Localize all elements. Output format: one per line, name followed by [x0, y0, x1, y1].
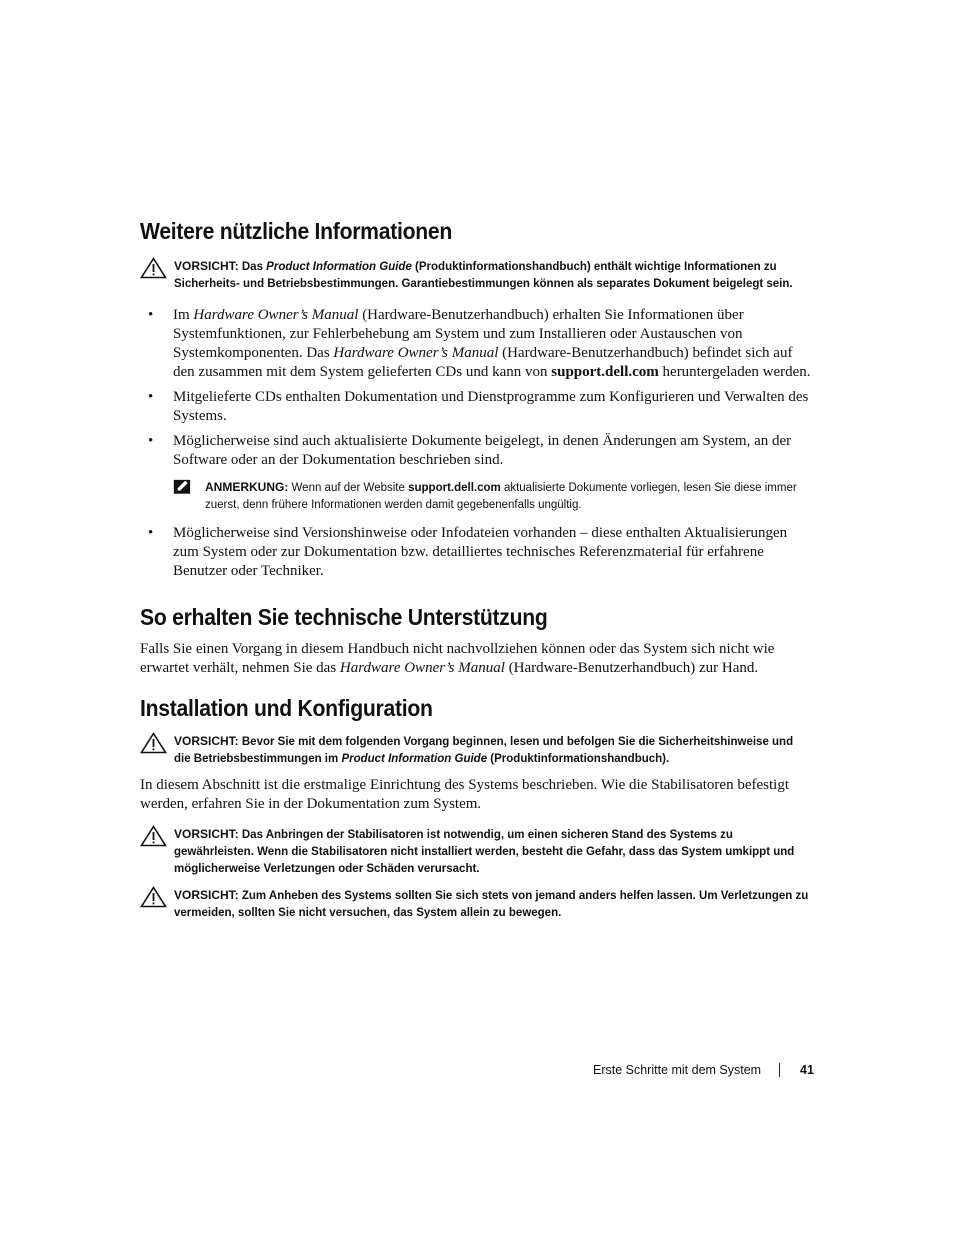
- caution-text-post: (Produktinformationshandbuch) enthält wichtige Informationen zu Sicherheits- und Betriebsbestimmungen. Garantiebestimmungen können als separates Dokument beigelegt sein.: [174, 261, 793, 290]
- footer-separator: [779, 1063, 780, 1077]
- list-item: [140, 524, 812, 581]
- section-title-weitere-informationen: Weitere nützliche Informationen: [140, 218, 453, 244]
- list-item: [140, 388, 812, 426]
- note-label: ANMERKUNG:: [205, 480, 289, 494]
- text: Mitgelieferte CDs enthalten Dokumentation und Dienstprogramme zum Konfigurieren und Verwalten des Systems.: [173, 389, 809, 424]
- page-footer: [593, 1061, 813, 1079]
- support-link: support.dell.com: [408, 482, 501, 494]
- info-list-continued: [140, 524, 812, 581]
- bullet: •: [148, 433, 154, 449]
- bullet: •: [148, 525, 154, 541]
- warning-triangle-icon: [140, 257, 167, 279]
- text: (Hardware-Benutzerhandbuch) zur Hand.: [504, 660, 759, 676]
- support-link: support.dell.com: [551, 364, 659, 380]
- caution-label: VORSICHT:: [174, 734, 239, 748]
- footer-chapter-title: Erste Schritte mit dem System: [593, 1063, 762, 1077]
- caution-text: Zum Anheben des Systems sollten Sie sich stets von jemand anders helfen lassen. Um Verletzungen zu vermeiden, sollten Sie nicht versuchen, das System allein zu bewegen.: [174, 890, 809, 919]
- pencil-note-icon: [173, 479, 195, 497]
- note-text-post: aktualisierte Dokumente vorliegen, lesen Sie diese immer zuerst, denn frühere Informationen werden damit gegebenenfalls ungültig.: [205, 482, 797, 511]
- list-item: [140, 306, 812, 382]
- manual-title: Hardware Owner’s Manual: [333, 345, 499, 361]
- caution-text-pre: Bevor Sie mit dem folgenden Vorgang beginnen, lesen und befolgen Sie die Sicherheitshinweise und die Betriebsbestimmungen im: [174, 736, 794, 765]
- text: Falls Sie einen Vorgang in diesem Handbuch nicht nachvollziehen können oder das System sich nicht wie erwartet verhält, nehmen Sie das: [140, 641, 775, 676]
- info-list: [140, 306, 812, 470]
- caution-notice: [140, 887, 812, 922]
- text: (Hardware-Benutzerhandbuch) erhalten Sie Informationen über Systemfunktionen, zur Fehlerbehebung am System und zum Installieren oder Austauschen von Systemkomponenten. Das: [173, 307, 744, 361]
- bullet: •: [148, 389, 154, 405]
- warning-triangle-icon: [140, 886, 167, 908]
- list-item: [140, 432, 812, 470]
- text: Möglicherweise sind Versionshinweise oder Infodateien vorhanden – diese enthalten Aktualisierungen zum System oder zur Dokumentation bzw. detailliertes technisches Referenzmaterial für erfahrene Benutzer oder Techniker.: [173, 525, 788, 579]
- manual-title: Hardware Owner’s Manual: [193, 307, 359, 323]
- section-title-technische-unterstuetzung: So erhalten Sie technische Unterstützung: [140, 604, 548, 630]
- page-number: 41: [800, 1063, 814, 1077]
- section-title-installation: Installation und Konfiguration: [140, 695, 433, 721]
- support-paragraph: [140, 640, 812, 678]
- caution-label: VORSICHT:: [174, 888, 239, 902]
- text: Im: [173, 307, 194, 323]
- caution-notice: [140, 826, 812, 878]
- caution-notice: [140, 733, 812, 768]
- caution-text: Das Anbringen der Stabilisatoren ist notwendig, um einen sicheren Stand des Systems zu gewährleisten. Wenn die Stabilisatoren nicht installiert werden, besteht die Gefahr, dass das System umkippt und möglicherweise Verletzungen oder Schäden verursacht.: [174, 829, 795, 875]
- text: Möglicherweise sind auch aktualisierte Dokumente beigelegt, in denen Änderungen am System, an der Software oder an der Dokumentation beschrieben sind.: [173, 433, 792, 468]
- warning-triangle-icon: [140, 732, 167, 754]
- page-content: [140, 217, 812, 922]
- installation-paragraph: In diesem Abschnitt ist die erstmalige Einrichtung des Systems beschrieben. Wie die Stabilisatoren befestigt werden, erfahren Sie in der Dokumentation zum System.: [140, 777, 789, 812]
- product-info-guide-title: Product Information Guide: [266, 261, 412, 273]
- product-info-guide-title: Product Information Guide: [341, 753, 488, 765]
- caution-label: VORSICHT:: [174, 259, 239, 273]
- text: (Hardware-Benutzerhandbuch) befindet sich auf den zusammen mit dem System gelieferten CDs und kann von: [173, 345, 793, 380]
- note-text-pre: Wenn auf der Website: [288, 482, 409, 494]
- caution-notice: [140, 258, 812, 293]
- caution-label: VORSICHT:: [174, 827, 239, 841]
- text: heruntergeladen werden.: [658, 364, 811, 380]
- note-notice: [173, 479, 812, 514]
- bullet: •: [148, 307, 154, 323]
- manual-title: Hardware Owner’s Manual: [339, 660, 505, 676]
- warning-triangle-icon: [140, 825, 167, 847]
- caution-text-pre: Das: [238, 261, 267, 273]
- caution-text-post: (Produktinformationshandbuch).: [487, 753, 670, 765]
